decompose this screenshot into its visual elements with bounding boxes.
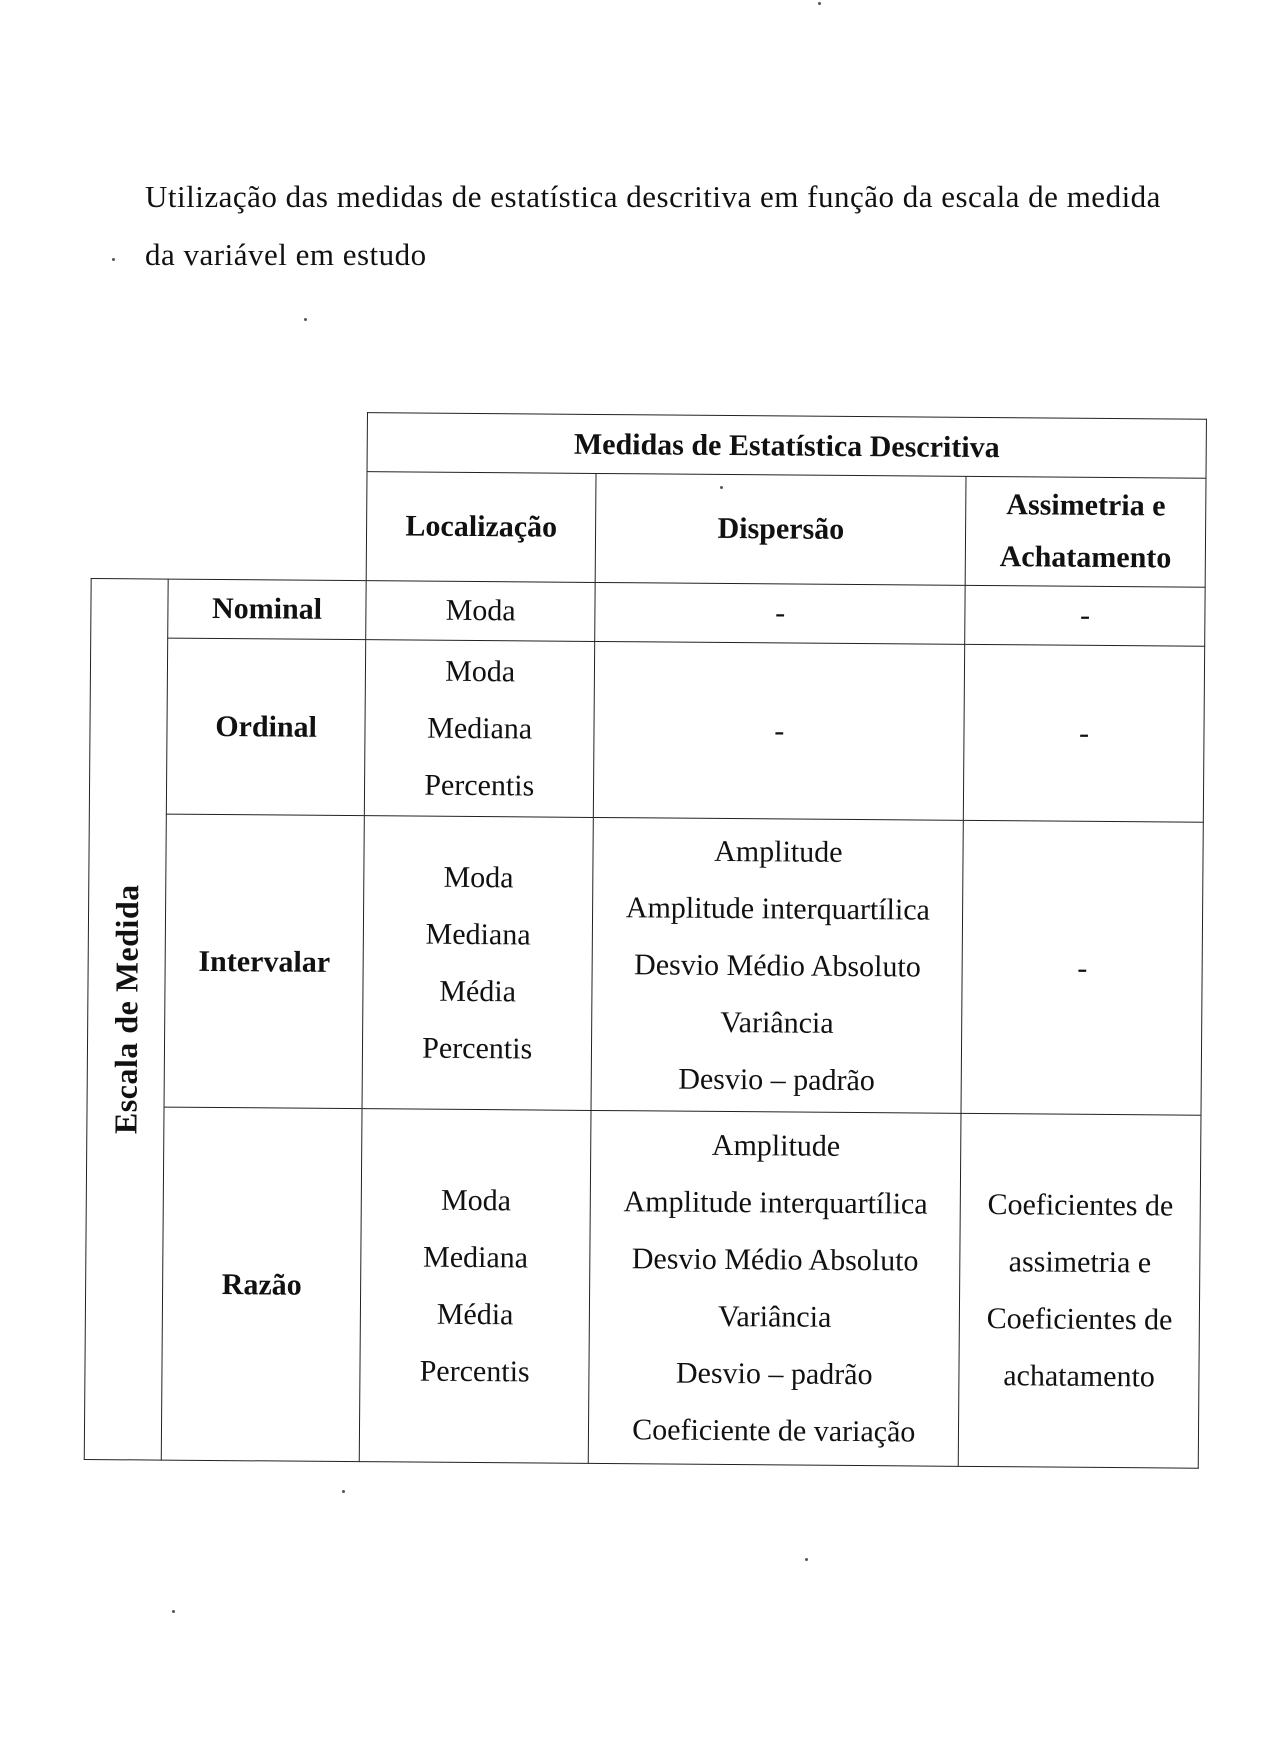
row-label-intervalar: Intervalar <box>164 814 364 1109</box>
cell-ordinal-localizacao: Moda Mediana Percentis <box>364 640 595 818</box>
cell-nominal-assimetria: - <box>965 585 1205 646</box>
row-label-nominal: Nominal <box>168 579 366 640</box>
column-header-assimetria: Assimetria e Achatamento <box>965 477 1206 587</box>
cell-ordinal-assimetria: - <box>964 644 1205 822</box>
cell-nominal-localizacao: Moda <box>366 580 596 641</box>
cell-razao-dispersao: Amplitude Amplitude interquartílica Desvio Médio Absoluto Variância Desvio – padrão Coeficiente de variação <box>589 1111 962 1467</box>
cell-razao-localizacao: Moda Mediana Média Percentis <box>359 1109 591 1464</box>
document-title: Utilização das medidas de estatística descritiva em função da escala de medida da variável em estudo <box>145 179 1161 272</box>
cell-razao-assimetria: Coeficientes de assimetria e Coeficientes de achatamento <box>959 1114 1201 1469</box>
scan-speck <box>304 318 307 321</box>
scan-speck <box>818 2 821 5</box>
row-label-ordinal: Ordinal <box>166 638 365 815</box>
scan-speck <box>172 1610 175 1613</box>
row-label-razao: Razão <box>161 1107 362 1461</box>
row-group-label: Escala de Medida <box>107 884 146 1135</box>
scan-speck <box>342 1490 345 1493</box>
cell-intervalar-dispersao: Amplitude Amplitude interquartílica Desvio Médio Absoluto Variância Desvio – padrão <box>591 817 963 1113</box>
cell-ordinal-dispersao: - <box>594 641 965 820</box>
scan-speck <box>720 486 723 489</box>
scan-speck <box>805 1558 808 1561</box>
cell-intervalar-assimetria: - <box>961 820 1203 1115</box>
empty-corner <box>91 411 367 581</box>
statistics-measures-table <box>84 410 1207 1469</box>
cell-intervalar-localizacao: Moda Mediana Média Percentis <box>362 815 594 1110</box>
scan-speck <box>112 258 115 261</box>
cell-nominal-dispersao: - <box>595 582 965 644</box>
column-header-dispersao: Dispersão <box>596 474 967 585</box>
header-main: Medidas de Estatística Descritiva <box>367 413 1206 479</box>
row-group-label-cell <box>84 578 168 1460</box>
column-header-localizacao: Localização <box>366 472 596 582</box>
